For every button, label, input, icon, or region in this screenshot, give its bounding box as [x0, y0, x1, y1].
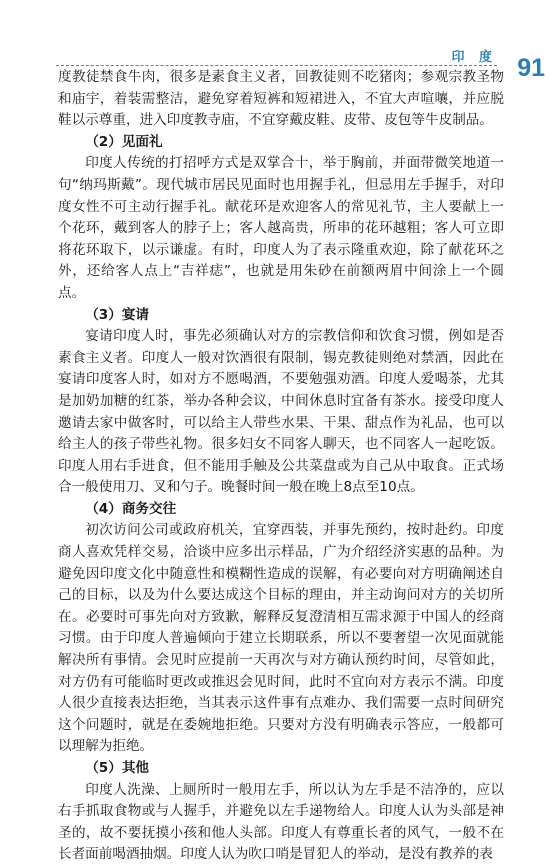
body-text — [58, 67, 504, 866]
paragraph-banquet: 宴请印度人时，事先必须确认对方的宗教信仰和饮食习惯，例如是否素食主义者。印度人一般对饮酒很有限制，锡克教徒则绝对禁酒，因此在宴请印度客人时，如对方不愿喝酒，不要勉强劝酒。印度人爱喝茶，尤其是加奶加糖的红茶，举办各种会议，中间休息时宜备有茶水。接受印度人邀请去家中做客时，可以给主人带些水果、干果、甜点作为礼品，也可以给主人的孩子带些礼物。很多妇女不同客人聊天，也不同客人一起吃饭。印度人用右手进食，但不能用手触及公共菜盘或为自己从中取食。正式场合一般使用刀、叉和勺子。晚餐时间一般在晚上8点至10点。 — [58, 328, 504, 496]
paragraph-continued: 度教徒禁食牛肉，很多是素食主义者，回教徒则不吃猪肉；参观宗教圣物和庙宇，着装需整洁，避免穿着短裤和短裙进入，不宜大声喧嚷，并应脱鞋以示尊重，进入印度教寺庙，不宜穿戴皮鞋、皮带、皮包等牛皮制品。 — [58, 69, 504, 129]
page-number: 91 — [517, 54, 545, 82]
paragraph-other: 印度人洗澡、上厕所时一般用左手，所以认为左手是不洁净的，应以右手抓取食物或与人握手，并避免以左手递物给人。印度人认为头部是神圣的，故不要抚摸小孩和他人头部。印度人有尊重长者的风气，一般不在长者面前喝酒抽烟。印度人认为吹口哨是冒犯人的举动，是没有教养的表 — [58, 781, 504, 863]
heading-banquet: （3）宴请 — [85, 306, 150, 323]
paragraph-business: 初次访问公司或政府机关，宜穿西装，并事先预约，按时赴约。印度商人喜欢凭样交易，洽谈中应多出示样品，广为介绍经济实惠的品种。为避免因印度文化中随意性和模糊性造成的误解，有必要向对方明确阐述自己的目标，以及为什么要达成这个目标的理由，并主动询问对方的关切所在。必要时可事先向对方致歉，解释反复澄清相互需求源于中国人的经商习惯。由于印度人普遍倾向于建立长期联系，所以不要奢望一次见面就能解决所有事情。会见时应提前一天再次与对方确认预约时间，尽管如此，对方仍有可能临时更改或推迟会见时间，此时不宜向对方表示不满。印度人很少直接表达拒绝，当其表示这件事有点难办、我们需要一点时间研究这个问题时，就是在委婉地拒绝。只要对方没有明确表示答应，一般都可以理解为拒绝。 — [58, 522, 504, 755]
heading-other: （5）其他 — [85, 760, 150, 776]
heading-greeting: （2）见面礼 — [85, 133, 163, 150]
header-dashed-rule — [56, 65, 497, 66]
section-name: 印 度 — [445, 46, 497, 65]
paragraph-greeting: 印度人传统的打招呼方式是双掌合十，举于胸前，并面带微笑地道一句“纳玛斯戴”。现代城市居民见面时也用握手礼，但忌用左手握手，对印度女性不可主动行握手礼。献花环是欢迎客人的常见礼节，主人要献上一个花环，戴到客人的脖子上；客人越高贵，所串的花环越粗；客人可立即将花环取下，以示谦虚。有时，印度人为了表示隆重欢迎，除了献花环之外，还给客人点上“吉祥痣”，也就是用朱砂在前额两眉中间涂上一个圆点。 — [58, 155, 504, 301]
heading-business: （4）商务交往 — [85, 500, 177, 517]
